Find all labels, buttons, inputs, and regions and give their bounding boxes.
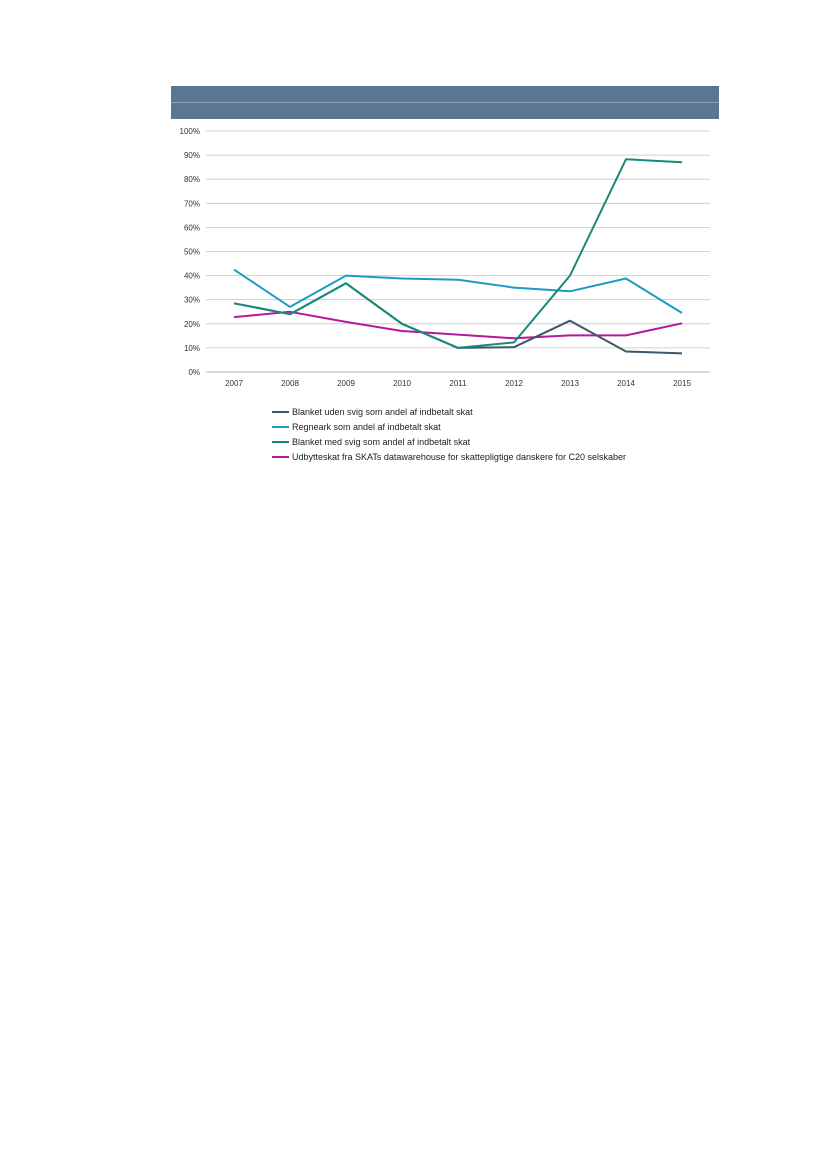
x-tick-label: 2015	[673, 379, 691, 388]
x-tick-label: 2007	[225, 379, 243, 388]
chart-legend	[272, 404, 626, 464]
legend-swatch	[272, 411, 289, 413]
y-tick-label: 70%	[183, 199, 200, 209]
x-tick-label: 2009	[337, 379, 355, 388]
legend-label: Blanket uden svig som andel af indbetalt skat	[292, 406, 473, 417]
series-lines	[234, 159, 682, 353]
x-tick-label: 2013	[561, 379, 579, 388]
series-line	[234, 159, 682, 348]
y-tick-label: 50%	[183, 247, 200, 257]
legend-label: Regneark som andel af indbetalt skat	[292, 421, 441, 432]
legend-swatch	[272, 441, 289, 443]
legend-item	[272, 419, 626, 434]
legend-item	[272, 449, 626, 464]
y-tick-label: 80%	[183, 175, 200, 185]
y-axis-tick-labels	[180, 127, 200, 377]
series-line	[234, 283, 682, 353]
y-tick-label: 10%	[183, 343, 200, 353]
legend-label: Udbytteskat fra SKATs datawarehouse for skattepligtige danskere for C20 selskaber	[292, 451, 627, 462]
legend-swatch	[272, 456, 289, 458]
y-tick-label: 20%	[183, 319, 200, 329]
legend-item	[272, 404, 626, 419]
y-tick-label: 60%	[183, 223, 200, 233]
legend-item	[272, 434, 626, 449]
x-axis-tick-labels	[225, 379, 691, 388]
x-tick-label: 2010	[393, 379, 411, 388]
gridlines	[206, 131, 710, 372]
series-line	[234, 312, 682, 339]
line-chart	[0, 0, 827, 400]
x-tick-label: 2011	[449, 379, 467, 388]
x-tick-label: 2012	[505, 379, 523, 388]
y-tick-label: 30%	[183, 295, 200, 305]
y-tick-label: 40%	[183, 271, 200, 281]
legend-swatch	[272, 426, 289, 428]
legend-label: Blanket med svig som andel af indbetalt skat	[292, 436, 471, 447]
x-tick-label: 2008	[281, 379, 299, 388]
series-line	[234, 270, 682, 313]
y-tick-label: 0%	[188, 368, 200, 377]
x-tick-label: 2014	[617, 379, 635, 388]
y-tick-label: 100%	[179, 127, 200, 136]
y-tick-label: 90%	[183, 151, 200, 161]
